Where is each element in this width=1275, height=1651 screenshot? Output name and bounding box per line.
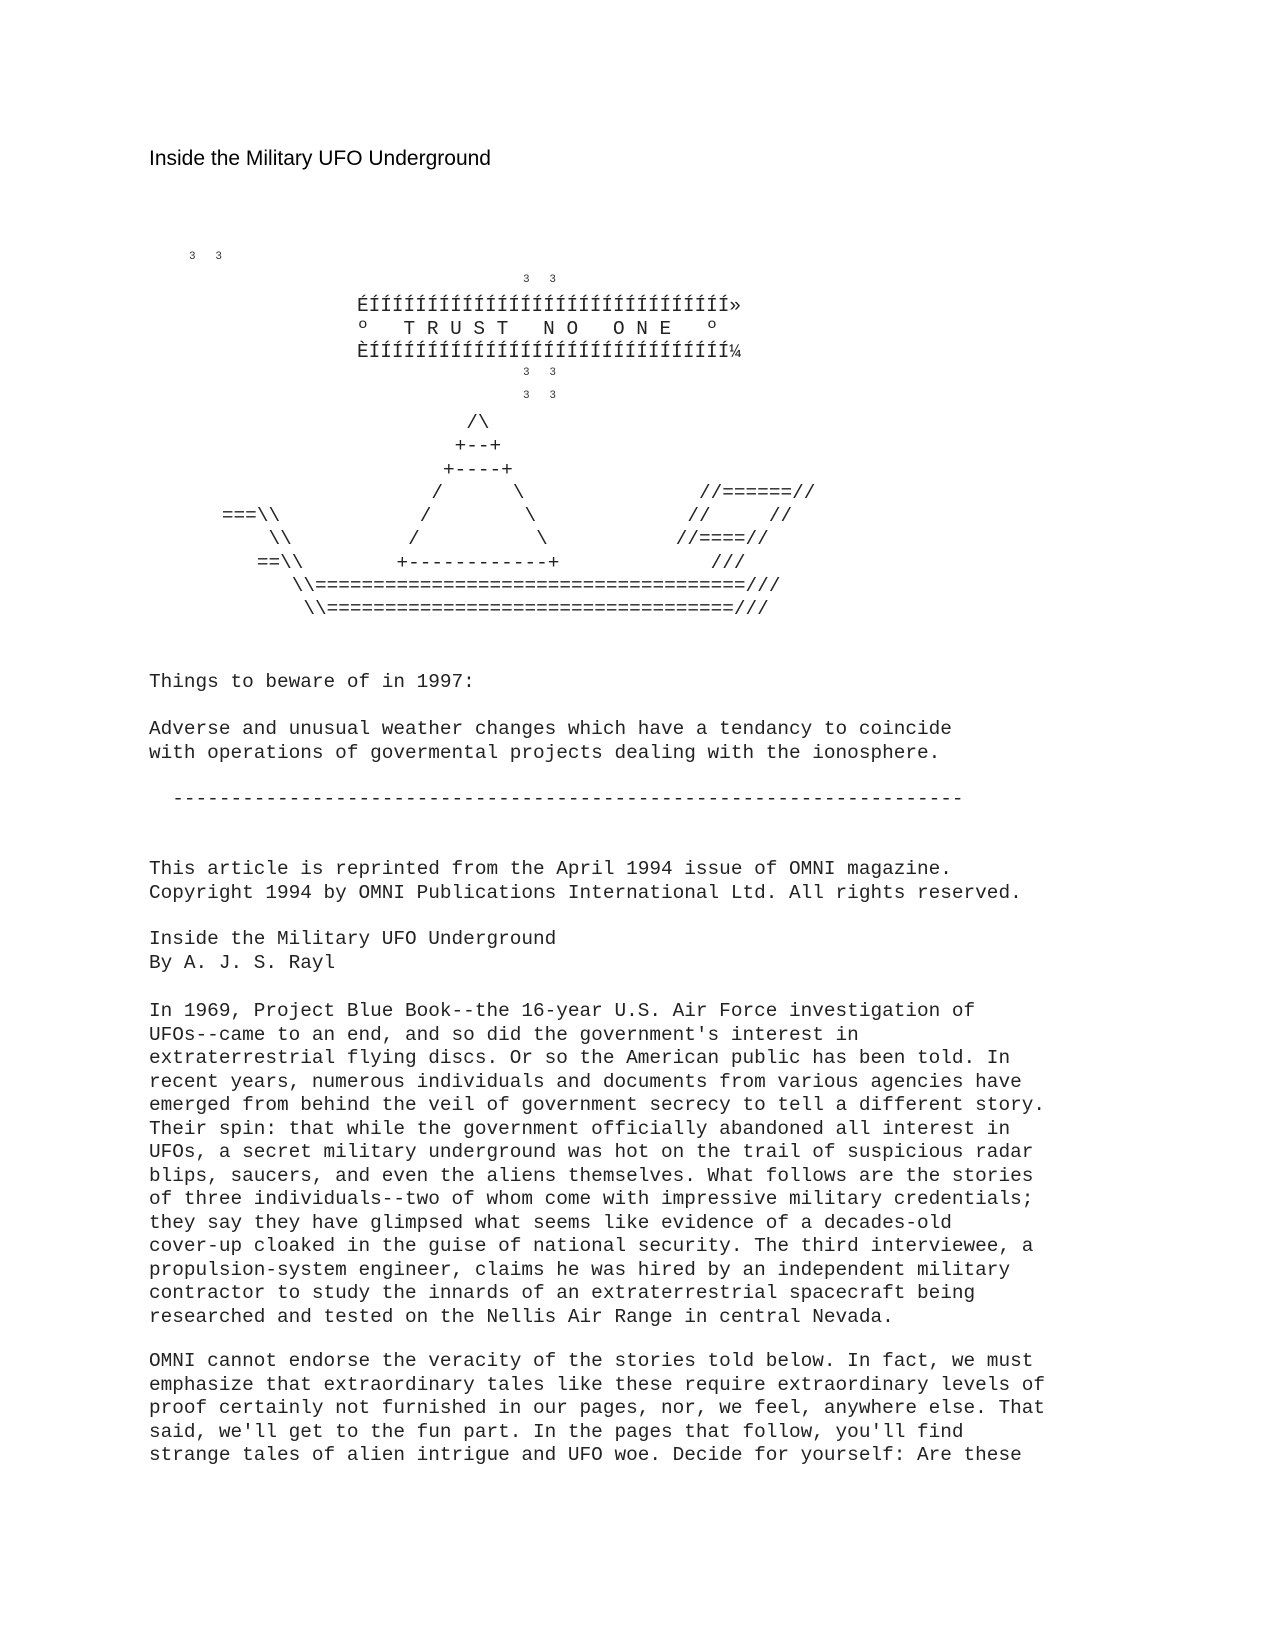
divider-line: -------------------------------------------------------------------- [149,788,964,810]
banner-top-border: ÉÍÍÍÍÍÍÍÍÍÍÍÍÍÍÍÍÍÍÍÍÍÍÍÍÍÍÍÍÍÍÍ» [357,295,741,317]
section-heading: Things to beware of in 1997: [149,671,475,693]
ascii-ship-art: /\ +--+ +----+ / \ //======// ===\\ / \ // // \\ / \ //====// ==\\ +------------+ /// \\=====================================/// \\===================================/// [221,412,816,621]
trust-no-one-banner: º T R U S T N O O N E º [357,318,718,340]
weather-paragraph: Adverse and unusual weather changes which have a tendancy to coincide with operations of govermental projects dealing with the ionosphere. [149,718,952,764]
reprint-notice: This article is reprinted from the April 1994 issue of OMNI magazine. Copyright 1994 by OMNI Publications International Ltd. All rights reserved. [149,858,1022,904]
article-paragraph: OMNI cannot endorse the veracity of the stories told below. In fact, we must emphasize that extraordinary tales like these require extraordinary levels of proof certainly not furnished in our pages, nor, we feel, anywhere else. That said, we'll get to the fun part. In the pages that follow, you'll find strange tales of alien intrigue and UFO woe. Decide for yourself: Are these [149,1350,1045,1466]
ascii-marks-below-banner: 3 3 [523,390,557,402]
article-byline: Inside the Military UFO Underground By A. J. S. Rayl [149,928,557,974]
banner-bottom-border: ÈÍÍÍÍÍÍÍÍÍÍÍÍÍÍÍÍÍÍÍÍÍÍÍÍÍÍÍÍÍÍÍ¼ [357,341,741,363]
page-title: Inside the Military UFO Underground [149,147,491,170]
ascii-marks-top-left: 3 3 [189,251,223,263]
article-paragraph: In 1969, Project Blue Book--the 16-year U.S. Air Force investigation of UFOs--came to an end, and so did the government's interest in extraterrestrial flying discs. Or so the American public has been told. In recent years, numerous individuals and documents from various agencies have emerged from behind the veil of government secrecy to tell a different story. Their spin: that while the government officially abandoned all interest in UFOs, a secret military underground was hot on the trail of suspicious radar blips, saucers, and even the aliens themselves. What follows are the stories of three individuals--two of whom come with impressive military credentials; they say they have glimpsed what seems like evidence of a decades-old cover-up cloaked in the guise of national security. The third interviewee, a propulsion-system engineer, claims he was hired by an independent military contractor to study the innards of an extraterrestrial spacecraft being researched and tested on the Nellis Air Range in central Nevada. [149,1000,1045,1328]
ascii-marks-below-banner: 3 3 [523,367,557,379]
ascii-marks-above-banner: 3 3 [523,274,557,286]
